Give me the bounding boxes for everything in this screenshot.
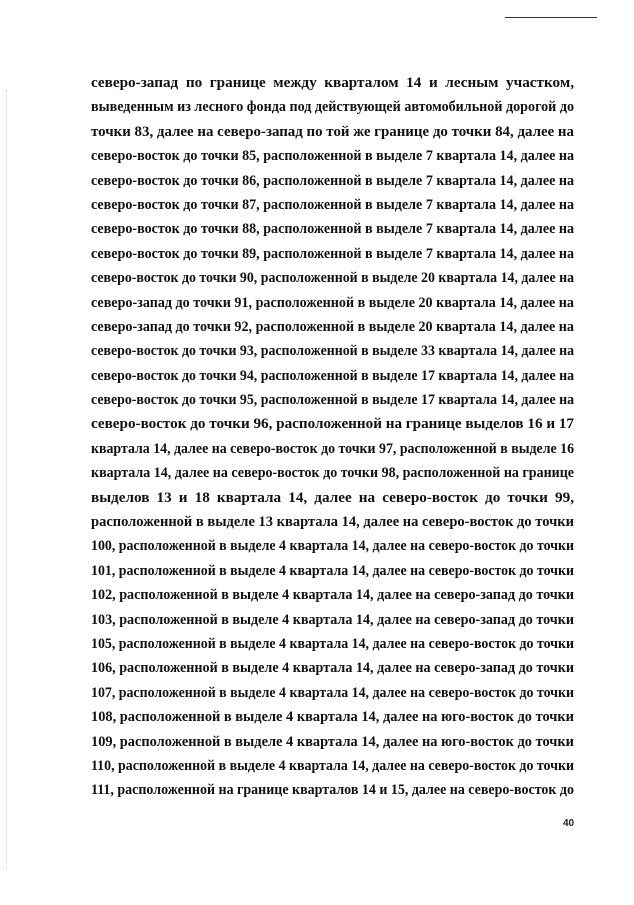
text-line: 107, расположенной в выделе 4 квартала 14, далее на северо-восток до точки — [91, 683, 575, 701]
text-line: 103, расположенной в выделе 4 квартала 14, далее на северо-запад до точки — [91, 610, 574, 628]
text-line: северо-восток до точки 88, расположенной в выделе 7 квартала 14, далее на — [91, 220, 574, 238]
text-line: расположенной в выделе 13 квартала 14, далее на северо-восток до точки — [91, 513, 574, 531]
text-line: северо-восток до точки 86, расположенной в выделе 7 квартала 14, далее на — [91, 171, 574, 189]
text-line: 102, расположенной в выделе 4 квартала 14, далее на северо-запад до точки — [91, 586, 574, 604]
text-line: 111, расположенной на границе кварталов 14 и 15, далее на северо-восток до — [91, 781, 574, 799]
text-line: северо-запад по границе между кварталом 14 и лесным участком, — [91, 74, 574, 91]
header-rule — [505, 17, 597, 18]
text-line: северо-восток до точки 93, расположенной в выделе 33 квартала 14, далее на — [91, 342, 575, 360]
text-line: квартала 14, далее на северо-восток до точки 98, расположенной на границе — [91, 464, 574, 482]
body-text — [91, 71, 574, 803]
text-line: 106, расположенной в выделе 4 квартала 14, далее на северо-запад до точки — [91, 659, 574, 677]
text-line: 101, расположенной в выделе 4 квартала 14, далее на северо-восток до точки — [91, 561, 575, 579]
page-number: 40 — [563, 818, 575, 829]
text-line: точки 83, далее на северо-запад по той же границе до точки 84, далее на — [91, 122, 574, 140]
text-line: выведенным из лесного фонда под действующей автомобильной дорогой до — [91, 98, 575, 116]
text-line: северо-восток до точки 87, расположенной в выделе 7 квартала 14, далее на — [91, 195, 574, 213]
scan-edge-marks — [6, 90, 10, 870]
text-line: 109, расположенной в выделе 4 квартала 14, далее на юго-восток до точки — [91, 732, 574, 750]
text-line: квартала 14, далее на северо-восток до точки 97, расположенной в выделе 16 — [91, 439, 575, 457]
text-line: северо-восток до точки 85, расположенной в выделе 7 квартала 14, далее на — [91, 147, 574, 165]
text-line: выделов 13 и 18 квартала 14, далее на северо-восток до точки 99, — [91, 488, 574, 506]
text-line: северо-запад до точки 92, расположенной в выделе 20 квартала 14, далее на — [91, 317, 574, 335]
text-line: 108, расположенной в выделе 4 квартала 14, далее на юго-восток до точки — [91, 708, 574, 726]
text-line: северо-восток до точки 94, расположенной в выделе 17 квартала 14, далее на — [91, 366, 575, 384]
text-line: 110, расположенной в выделе 4 квартала 14, далее на северо-восток до точки — [91, 756, 574, 774]
text-line: северо-запад до точки 91, расположенной в выделе 20 квартала 14, далее на — [91, 293, 574, 311]
text-line: северо-восток до точки 90, расположенной в выделе 20 квартала 14, далее на — [91, 269, 575, 287]
text-line: северо-восток до точки 95, расположенной в выделе 17 квартала 14, далее на — [91, 391, 575, 409]
text-line: 100, расположенной в выделе 4 квартала 14, далее на северо-восток до точки — [91, 537, 575, 555]
text-line: 105, расположенной в выделе 4 квартала 14, далее на северо-восток до точки — [91, 634, 575, 652]
text-line: северо-восток до точки 89, расположенной в выделе 7 квартала 14, далее на — [91, 244, 574, 262]
text-line: северо-восток до точки 96, расположенной на границе выделов 16 и 17 — [91, 415, 574, 433]
